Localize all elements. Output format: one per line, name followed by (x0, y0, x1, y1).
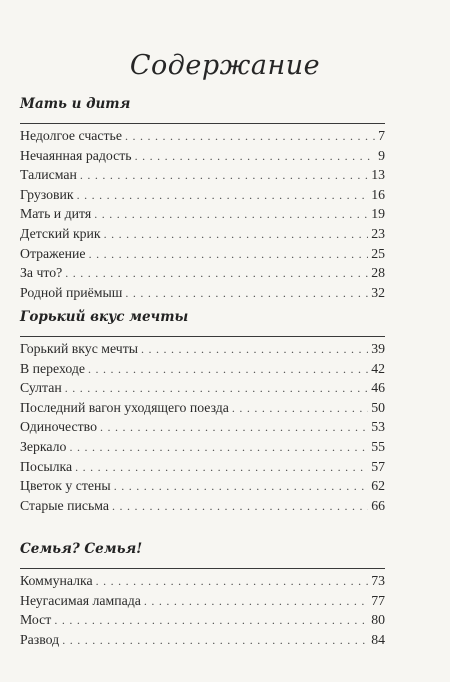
dot-leader (75, 458, 368, 477)
section-heading: Мать и дитя (20, 96, 131, 112)
toc-entry-title: Посылка (20, 458, 73, 474)
toc-entry[interactable] (20, 283, 385, 303)
toc-entry-page: 53 (371, 419, 385, 435)
toc-entry[interactable] (20, 146, 385, 166)
dot-leader (125, 284, 368, 303)
toc-entry[interactable] (20, 204, 385, 224)
section-divider (20, 336, 385, 337)
toc-entry-title: Неугасимая лампада (20, 592, 141, 608)
toc-entry-title: Горький вкус мечты (20, 341, 139, 356)
toc-entry-title: Грузовик (20, 186, 74, 202)
toc-entry-page: 77 (371, 592, 385, 608)
toc-entry-page: 28 (371, 265, 385, 281)
toc-list (20, 571, 385, 649)
toc-section-1 (20, 93, 385, 302)
dot-leader (69, 438, 368, 457)
toc-entry-page: 19 (371, 206, 385, 222)
toc-entry[interactable] (20, 185, 385, 205)
toc-entry-title: В переходе (20, 360, 86, 376)
dot-leader (232, 399, 368, 418)
toc-entry-title: Детский крик (20, 225, 101, 241)
toc-entry[interactable] (20, 378, 385, 398)
dot-leader (62, 631, 368, 650)
dot-leader (125, 127, 375, 146)
toc-entry[interactable] (20, 359, 385, 379)
page-title: Содержание (129, 50, 321, 81)
toc-entry[interactable] (20, 165, 385, 185)
dot-leader (77, 186, 369, 205)
toc-entry-page: 9 (378, 147, 385, 163)
toc-entry-page: 25 (371, 245, 385, 261)
dot-leader (88, 360, 368, 379)
toc-entry[interactable] (20, 610, 385, 630)
dot-leader (96, 572, 369, 591)
dot-leader (89, 245, 369, 264)
toc-entry[interactable] (20, 398, 385, 418)
toc-entry[interactable] (20, 437, 385, 457)
dot-leader (94, 205, 368, 224)
toc-entry-title: Коммуналка (20, 573, 93, 588)
dot-leader (54, 611, 368, 630)
toc-entry-title: Старые письма (20, 497, 110, 513)
toc-entry-title: Мать и дитя (20, 206, 92, 222)
toc-entry-title: Последний вагон уходящего поезда (20, 399, 229, 415)
toc-list (20, 339, 385, 515)
toc-entry[interactable] (20, 263, 385, 283)
section-divider (20, 123, 385, 124)
section-heading: Семья? Семья! (20, 541, 143, 557)
toc-entry-page: 66 (371, 497, 385, 513)
toc-entry[interactable] (20, 417, 385, 437)
dot-leader (65, 379, 368, 398)
toc-entry-page: 62 (371, 478, 385, 494)
section-divider (20, 568, 385, 569)
toc-entry-title: Родной приёмыш (20, 284, 123, 300)
dot-leader (135, 147, 376, 166)
toc-entry-title: Султан (20, 380, 62, 396)
toc-entry-page: 80 (371, 612, 385, 628)
toc-entry-title: Мост (20, 612, 52, 628)
toc-entry-title: Нечаянная радость (20, 147, 132, 163)
toc-entry-page: 42 (371, 360, 385, 376)
toc-entry-page: 39 (371, 341, 385, 356)
toc-entry[interactable] (20, 457, 385, 477)
toc-section-2 (20, 306, 385, 515)
toc-entry-page: 23 (371, 225, 385, 241)
dot-leader (144, 592, 368, 611)
dot-leader (104, 225, 369, 244)
toc-entry-title: Отражение (20, 245, 86, 261)
toc-entry-title: За что? (20, 265, 63, 281)
toc-entry[interactable] (20, 591, 385, 611)
toc-section-3 (20, 538, 385, 649)
toc-entry-title: Зеркало (20, 438, 67, 454)
toc-entry[interactable] (20, 496, 385, 516)
toc-entry-title: Развод (20, 631, 60, 647)
toc-entry-title: Недолгое счастье (20, 128, 122, 143)
dot-leader (100, 418, 368, 437)
toc-entry[interactable] (20, 571, 385, 591)
toc-entry[interactable] (20, 630, 385, 650)
toc-entry-page: 50 (371, 399, 385, 415)
toc-entry[interactable] (20, 244, 385, 264)
toc-entry-page: 13 (371, 167, 385, 183)
toc-entry-page: 32 (371, 284, 385, 300)
dot-leader (65, 264, 368, 283)
toc-entry[interactable] (20, 224, 385, 244)
toc-entry[interactable] (20, 339, 385, 359)
toc-entry-page: 73 (371, 573, 385, 588)
dot-leader (80, 166, 368, 185)
dot-leader (141, 340, 368, 359)
toc-entry-page: 16 (371, 186, 385, 202)
toc-entry-page: 55 (371, 438, 385, 454)
toc-entry-title: Цветок у стены (20, 478, 111, 494)
toc-entry-title: Талисман (20, 167, 77, 183)
dot-leader (112, 497, 368, 516)
toc-entry-page: 84 (371, 631, 385, 647)
toc-entry[interactable] (20, 476, 385, 496)
toc-entry-page: 57 (371, 458, 385, 474)
toc-list (20, 126, 385, 302)
toc-entry-page: 46 (371, 380, 385, 396)
toc-entry-page: 7 (378, 128, 385, 143)
section-heading: Горький вкус мечты (20, 309, 189, 325)
toc-entry-title: Одиночество (20, 419, 97, 435)
dot-leader (114, 477, 369, 496)
toc-entry[interactable] (20, 126, 385, 146)
